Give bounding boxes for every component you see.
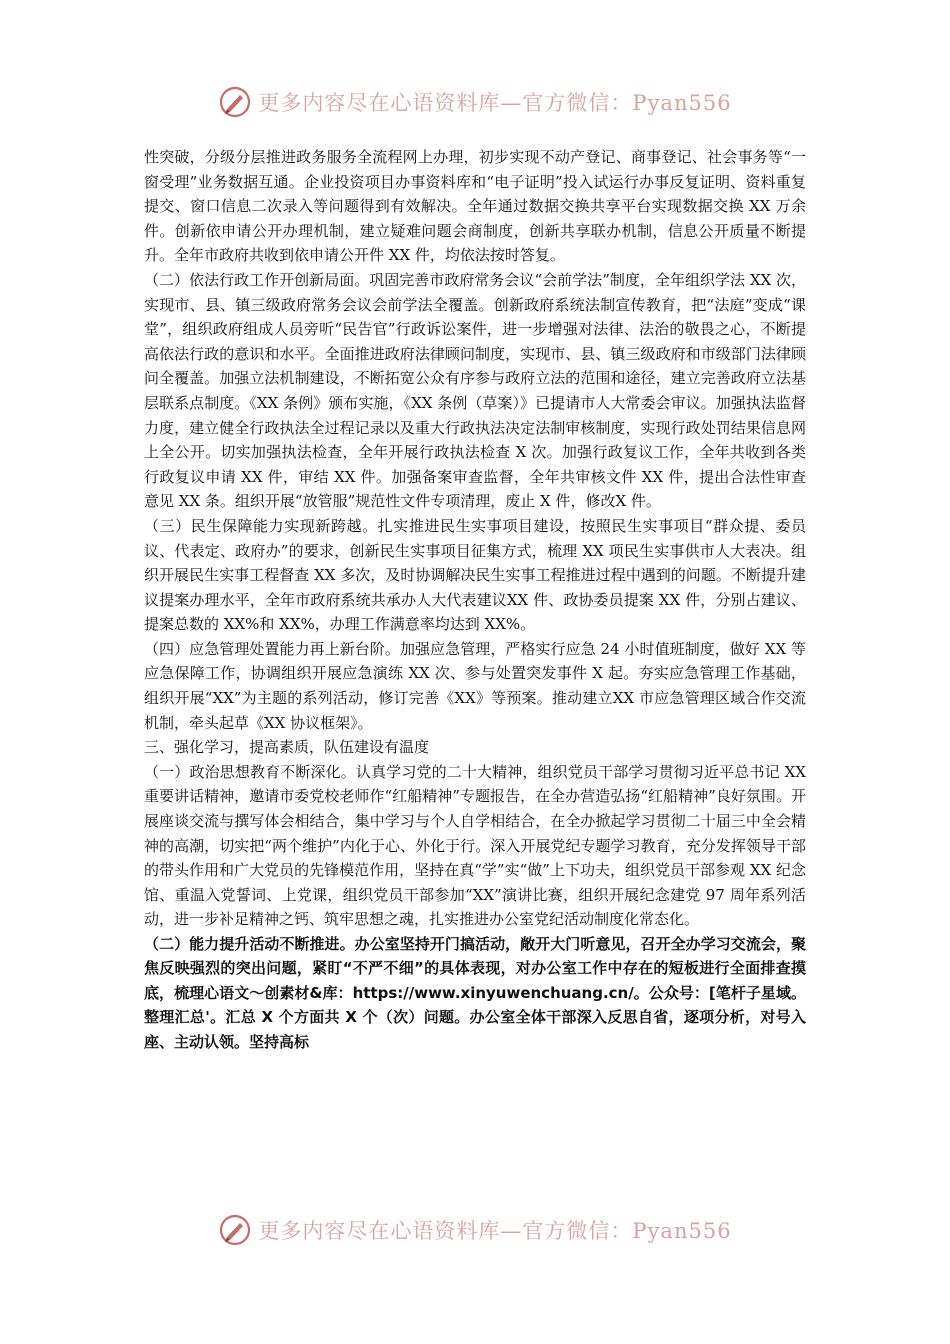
paragraph-6-bold: （二）能力提升活动不断推进。办公室坚持开门搞活动，敞开大门听意见，召开全办学习交流会，聚焦反映强烈的突出问题，紧盯“不严不细”的具体表现，对办公室工作中存在的短板进行全面排查摸底，梳理心语文～创素材&库：https://www.xinyuwenchuang.cn/。公众号：[笔杆子星域。整理汇总'。汇总 X 个方面共 X 个（次）问题。办公室全体干部深入反思自省，逐项分析，对号入座、主动认领。坚持高标	[144, 935, 806, 1051]
pen-logo-icon	[218, 85, 252, 119]
document-body	[144, 145, 806, 1054]
paragraph-3: （三）民生保障能力实现新跨越。扎实推进民生实事项目建设，按照民生实事项目“群众提、委员议、代表定、政府办”的要求，创新民生实事项目征集方式，梳理 XX 项民生实事供市人大表决。组织开展民生实事工程督查 XX 多次，及时协调解决民生实事工程推进过程中遇到的问题。不断提升建议提案办理水平，全年市政府系统共承办人大代表建议XX 件、政协委员提案 XX 件，分别占建议、提案总数的 XX%和 XX%，办理工作满意率均达到 XX%。	[144, 516, 806, 634]
section-heading-3: 三、强化学习，提高素质，队伍建设有温度	[144, 738, 430, 757]
paragraph-5: （一）政治思想教育不断深化。认真学习党的二十大精神，组织党员干部学习贯彻习近平总书记 XX 重要讲话精神，邀请市委党校老师作“红船精神”专题报告，在全办营造弘扬“红船精神”良好氛围。开展座谈交流与撰写体会相结合，集中学习与个人自学相结合，在全办掀起学习贯彻二十届三中全会精神的高潮，切实把“两个维护”内化于心、外化于行。深入开展党纪专题学习教育，充分发挥领导干部的带头作用和广大党员的先锋模范作用，坚持在真“学”实“做”上下功夫，组织党员干部参观 XX 纪念馆、重温入党誓词、上党课，组织党员干部参加“XX”演讲比赛，组织开展纪念建党 97 周年系列活动，进一步补足精神之钙、筑牢思想之魂，扎实推进办公室党纪活动制度化常态化。	[144, 762, 806, 929]
header-banner	[0, 80, 950, 124]
footer-banner	[0, 1208, 950, 1252]
footer-banner-text: 更多内容尽在心语资料库—官方微信：Pyan556	[258, 1219, 732, 1243]
paragraph-2: （二）依法行政工作开创新局面。巩固完善市政府常务会议“会前学法”制度，全年组织学法 XX 次，实现市、县、镇三级政府常务会议会前学法全覆盖。创新政府系统法制宣传教育，把“法庭”变成“课堂”，组织政府组成人员旁听“民告官”行政诉讼案件，进一步增强对法律、法治的敬畏之心，不断提高依法行政的意识和水平。全面推进政府法律顾问制度，实现市、县、镇三级政府和市级部门法律顾问全覆盖。加强立法机制建设，不断拓宽公众有序参与政府立法的范围和途径，建立完善政府立法基层联系点制度。《XX 条例》颁布实施，《XX 条例（草案）》已提请市人大常委会审议。加强执法监督力度，建立健全行政执法全过程记录以及重大行政执法决定法制审核制度，实现行政处罚结果信息网上全公开。切实加强执法检查，全年开展行政执法检查 X 次。加强行政复议工作，全年共收到各类行政复议申请 XX 件，审结 XX 件。加强备案审查监督，全年共审核文件 XX 件，提出合法性审查意见 XX 条。组织开展“放管服”规范性文件专项清理，废止 X 件，修改X 件。	[144, 270, 806, 511]
pen-logo-icon	[218, 1213, 252, 1247]
header-banner-text: 更多内容尽在心语资料库—官方微信：Pyan556	[258, 91, 732, 115]
paragraph-1: 性突破，分级分层推进政务服务全流程网上办理，初步实现不动产登记、商事登记、社会事务等“一窗受理”业务数据互通。企业投资项目办事资料库和“电子证明”投入试运行办事反复证明、资料重复提交、窗口信息二次录入等问题得到有效解决。全年通过数据交换共享平台实现数据交换 XX 万余件。创新依申请公开办理机制，建立疑难问题会商制度，创新共享联办机制，信息公开质量不断提升。全年市政府共收到依申请公开件 XX 件，均依法按时答复。	[144, 148, 806, 265]
paragraph-4: （四）应急管理处置能力再上新台阶。加强应急管理，严格实行应急 24 小时值班制度，做好 XX 等应急保障工作，协调组织开展应急演练 XX 次、参与处置突发事件 X 起。夯实应急管理工作基础，组织开展“XX”为主题的系列活动，修订完善《XX》等预案。推动建立XX 市应急管理区域合作交流机制，牵头起草《XX 协议框架》。	[144, 639, 806, 732]
